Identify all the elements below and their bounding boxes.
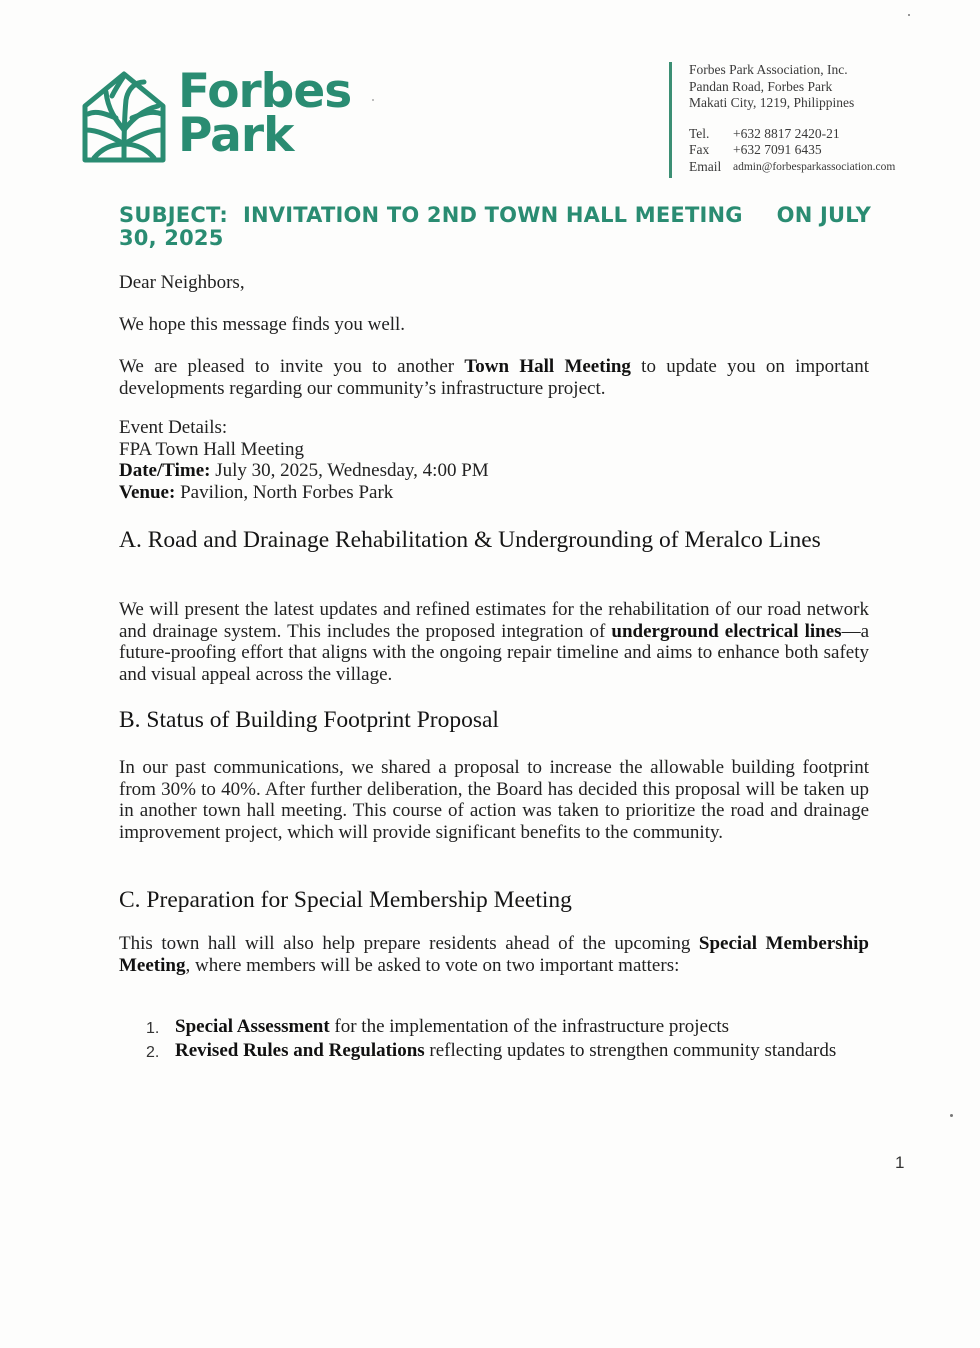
list-item	[146, 1040, 870, 1064]
list-number: 2.	[146, 1043, 160, 1061]
invite-text-pre: We are pleased to invite you to another	[119, 356, 465, 377]
subject-date: 30, 2025	[119, 226, 224, 250]
tel-row	[689, 126, 895, 143]
section-c-text-post: , where members will be asked to vote on two important matters:	[185, 954, 680, 976]
address-line-1: Pandan Road, Forbes Park	[689, 78, 833, 94]
scan-speck	[950, 1114, 953, 1117]
section-c-paragraph	[119, 933, 869, 976]
contact-block	[669, 62, 895, 178]
fax-row	[689, 142, 895, 159]
list-item-text: reflecting updates to strengthen community standards	[424, 1039, 837, 1061]
logo-wordmark	[178, 64, 352, 163]
list-item-bold: Revised Rules and Regulations	[175, 1039, 425, 1061]
fax-value: +632 7091 6435	[733, 142, 822, 157]
logo-line-1: Forbes	[178, 64, 352, 119]
list-item-bold: Special Assessment	[175, 1016, 330, 1037]
tel-value: +632 8817 2420-21	[733, 125, 840, 141]
datetime-value: July 30, 2025, Wednesday, 4:00 PM	[210, 460, 489, 481]
invite-paragraph	[119, 356, 869, 399]
section-a-paragraph	[119, 599, 869, 685]
section-b-heading: B. Status of Building Footprint Proposal	[119, 707, 499, 733]
event-details	[119, 417, 869, 503]
event-name: FPA Town Hall Meeting	[119, 438, 304, 460]
event-datetime	[119, 460, 869, 482]
section-c-text-pre: This town hall will also help prepare residents ahead of the upcoming	[119, 933, 699, 954]
subject-title: INVITATION TO 2ND TOWN HALL MEETING	[242, 203, 743, 227]
org-name: Forbes Park Association, Inc.	[689, 62, 848, 77]
address-line-2: Makati City, 1219, Philippines	[689, 95, 855, 110]
scan-speck	[372, 99, 374, 101]
fax-label: Fax	[689, 142, 710, 157]
event-venue	[119, 482, 869, 504]
forbes-park-logo	[80, 64, 352, 166]
email-row	[689, 159, 895, 176]
section-c-heading: C. Preparation for Special Membership Meeting	[119, 887, 572, 913]
invite-bold: Town Hall Meeting	[464, 356, 631, 377]
subject-line	[119, 204, 879, 250]
tel-label: Tel.	[689, 125, 710, 141]
vote-matters-list	[146, 1016, 870, 1063]
email-value: admin@forbesparkassociation.com	[733, 160, 896, 173]
section-a-bold: underground electrical lines	[611, 620, 842, 642]
email-label: Email	[689, 158, 722, 174]
subject-title-end: ON JULY	[776, 203, 871, 227]
section-a-text-pre: We will present the latest updates and refined estimates for the rehabilitation of our road network and drainage system. This includes the proposed integration of	[119, 599, 869, 642]
invite-text-post: to update you on important developments regarding our community’s infrastructure project.	[119, 356, 870, 399]
subject-label: SUBJECT:	[119, 203, 228, 227]
section-c-bold: Special Membership Meeting	[119, 933, 869, 976]
section-a-heading: A. Road and Drainage Rehabilitation & Undergrounding of Meralco Lines	[119, 527, 821, 553]
section-b-paragraph: In our past communications, we shared a proposal to increase the allowable building footprint from 30% to 40%. After further deliberation, the Board has decided this proposal will be taken up in another town hall meeting. This course of action was taken to prioritize the road and drainage improvement project, which will provide significant benefits to the community.	[119, 757, 869, 843]
section-a-text-post: —a future-proofing effort that aligns with the ongoing repair timeline and aims to enhance both safety and visual appeal across the village.	[119, 620, 870, 685]
list-item-text: for the implementation of the infrastructure projects	[329, 1016, 730, 1037]
salutation: Dear Neighbors,	[119, 272, 245, 293]
venue-label: Venue:	[119, 481, 176, 503]
scan-speck	[908, 14, 910, 16]
event-heading: Event Details:	[119, 417, 228, 438]
list-item	[146, 1016, 870, 1040]
intro-paragraph: We hope this message finds you well.	[119, 314, 406, 335]
logo-line-2: Park	[178, 108, 294, 163]
datetime-label: Date/Time:	[119, 460, 211, 481]
venue-value: Pavilion, North Forbes Park	[175, 481, 394, 503]
tree-in-house-icon	[80, 70, 168, 166]
list-number: 1.	[146, 1020, 160, 1037]
page-number: 1	[895, 1153, 905, 1172]
